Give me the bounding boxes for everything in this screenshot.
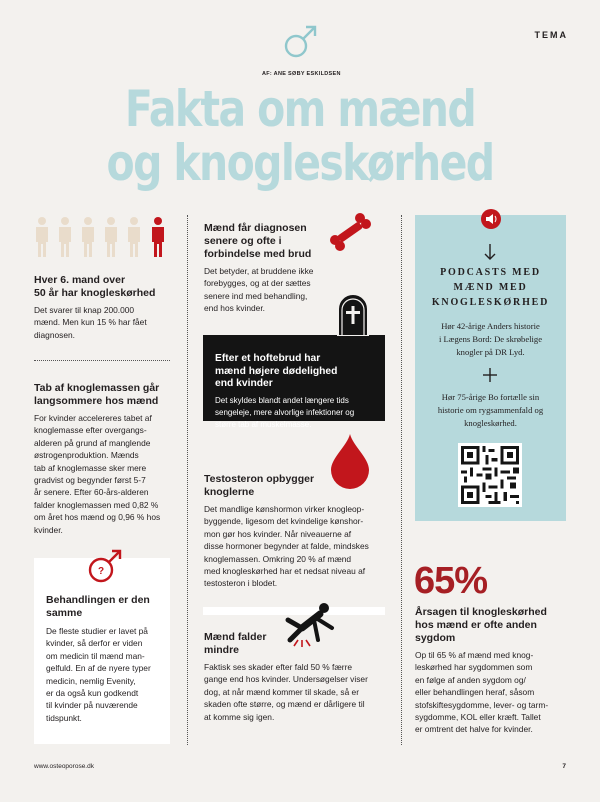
fact-heading-line: end kvinder [215, 378, 273, 389]
fact-body-line: alderen på grund af manglende [34, 437, 151, 448]
fact-body-line: dog, at når mænd kommer til skade, så er [204, 686, 360, 697]
fact-body-line: disse hormoner begynder at falde, mindskes [204, 541, 369, 552]
podcast-box [415, 215, 566, 521]
page-title-line2: og knogleskørhed [106, 134, 494, 192]
fact-body-line: om året hos mænd og 0,96 % hos [34, 512, 161, 523]
fact-heading-line: hos mænd er ofte anden [415, 619, 537, 631]
fact-body-line: en følge af anden sygdom og/ [415, 674, 526, 685]
tombstone-icon [334, 292, 372, 336]
fact-heading-line: 50 år har knogleskørhed [34, 287, 156, 299]
podcast-text-line: historie om rygsammenfald og [437, 405, 544, 415]
fact-body-line: sengeleje, mere alvorlige infektioner og [215, 407, 355, 417]
page-number: 7 [562, 763, 566, 770]
fact-body-line: Det betyder, at bruddene ikke [204, 266, 314, 276]
fact-heading-line: senere og ofte i [204, 235, 282, 247]
podcast-title-line: PODCASTS MED [440, 267, 541, 278]
fact-body-line: eller behandlingen heraf, såsom [415, 687, 535, 698]
fact-body-line: til kvinder på nuværende [46, 700, 138, 711]
fact-body-line: knoglemassen. Omkring 20 % af mænd [204, 553, 352, 564]
fact-body-line: medicin, nemlig Evenity, [46, 675, 136, 686]
person-icon [103, 216, 119, 258]
fact-body-line: testosteron i blodet. [204, 578, 278, 589]
podcast-text-line: i Lægens Bord: De skrøbelige [438, 334, 543, 344]
podcast-text-line: knogler på DR Lyd. [456, 347, 525, 357]
podcast-text-line: Hør 75-årige Bo fortælle sin [441, 392, 540, 402]
fact-treatment [46, 594, 170, 724]
speaker-icon[interactable] [480, 208, 502, 230]
person-icon [80, 216, 96, 258]
column-separator-2 [401, 215, 402, 745]
fact-heading-line: Årsagen til knogleskørhed [415, 606, 547, 618]
fact-body-line: gange end hos kvinder. Undersøgelser viser [204, 674, 368, 685]
fact-body-line: stofskiftesygdomme, lever- og tarm- [415, 699, 549, 710]
fact-body-line: senere ind med behandling, [204, 290, 308, 301]
qr-code-icon[interactable] [458, 443, 522, 507]
fact-body-line: at komme sig igen. [204, 711, 275, 722]
fact-body-line: tidspunkt. [46, 712, 82, 723]
fact-body-line: De fleste studier er lavet på [46, 626, 148, 636]
fact-body-line: mon gør hos kvinder. Når niveauerne af [204, 528, 352, 539]
fact-heading-line: mindre [204, 644, 240, 656]
fact-body-line: større tab af muskelmasse. [215, 419, 312, 429]
fact-heading-line: forbindelse med brud [204, 248, 312, 260]
section-label: TEMA [534, 30, 568, 40]
fact-men-over-50 [34, 274, 179, 341]
fact-body-line: Op til 65 % af mænd med knog- [415, 650, 534, 660]
podcast-text-line: Hør 42-årige Anders historie [441, 321, 540, 331]
fact-body-line: Det mandlige kønshormon virker knogleop- [204, 504, 365, 514]
fact-body-line: leskørhed har sygdommen som [415, 662, 533, 673]
fact-late-diagnosis [204, 222, 344, 315]
fact-heading-line: Mænd får diagnosen [204, 222, 307, 234]
fact-heading-line: Tab af knoglemassen går [34, 382, 160, 394]
question-male-icon [86, 546, 126, 586]
fact-body-line: gelfuld. En af de nyere typer [46, 663, 151, 674]
fact-body-line: er da også kun godkendt [46, 688, 139, 699]
footer-url[interactable]: www.osteoporose.dk [34, 763, 94, 770]
podcast-title-line: MÆND MED [453, 282, 528, 293]
fact-body-line: skaden ofte større, og mænd er dårligere til [204, 699, 365, 710]
svg-text:?: ? [97, 566, 105, 577]
fact-other-disease [415, 606, 575, 736]
byline: AF: ANE SØBY ESKILDSEN [262, 71, 341, 77]
fact-heading-line: Hver 6. mand over [34, 274, 126, 286]
podcast-title-line: KNOGLESKØRHED [431, 297, 550, 308]
fact-heading-line: Behandlingen er den [46, 594, 150, 606]
fact-body-line: gradvist og begynder først 5-7 [34, 475, 146, 486]
fact-heading-line: knoglerne [204, 486, 255, 498]
divider [34, 360, 170, 361]
fact-body-line: er omtrent det halve for kvinder. [415, 724, 533, 735]
arrow-down-icon [483, 243, 497, 261]
podcast-link-2[interactable] [415, 391, 566, 430]
fact-body-line: end hos kvinder. [204, 303, 265, 314]
fact-body-line: kvinder, så derfor er viden [46, 638, 143, 649]
fact-body-line: sygdomme, KOL eller kræft. Tallet [415, 712, 541, 723]
stat-value: 65% [414, 560, 488, 602]
fact-heading-line: sygdom [415, 632, 456, 644]
fact-heading-line: Testosteron opbygger [204, 473, 315, 485]
fact-heading-line: Mænd falder [204, 631, 267, 643]
fact-heading-line: langsommere hos mænd [34, 395, 159, 407]
fact-body-line: om medicin til mænd man- [46, 650, 145, 661]
person-icon [57, 216, 73, 258]
fact-body-line: østrogenproduktion. Mænds [34, 450, 139, 461]
fact-heading-line: Efter et hoftebrud har [215, 353, 321, 364]
fact-body-line: byggende, ligesom det kvindelige kønshor- [204, 516, 364, 527]
fact-body-line: falder knoglemassen med 0,82 % [34, 499, 159, 510]
fact-body-line: For kvinder accelereres tabet af [34, 413, 152, 423]
fact-body-line: med knogleskørhed har et nedsat niveau af [204, 566, 366, 577]
person-icon [34, 216, 50, 258]
fact-heading-line: samme [46, 607, 83, 619]
fact-body-line: Det skyldes blandt andet længere tids [215, 395, 349, 405]
fact-body-line: kvinder. [34, 524, 63, 535]
podcast-title [415, 265, 566, 310]
podcast-text-line: knogleskørhed. [464, 418, 517, 428]
person-icon-highlighted [150, 216, 166, 258]
page-title-line1: Fakta om mænd [124, 80, 476, 138]
fact-body-line: knoglemasse efter overgangs- [34, 425, 147, 436]
fact-testosterone [204, 473, 389, 590]
plus-icon [482, 367, 498, 383]
podcast-link-1[interactable] [415, 320, 566, 359]
fact-body-line: år senere. Efter 60-års-alderen [34, 487, 149, 498]
fact-body-line: Faktisk ses skader efter fald 50 % færre [204, 662, 353, 672]
hip-fracture-box [203, 335, 385, 429]
fact-bone-loss [34, 382, 184, 536]
fact-body-line: tab af knoglemasse sker mere [34, 462, 147, 473]
fact-body-line: diagnosen. [34, 329, 75, 340]
person-icon [126, 216, 142, 258]
people-row [34, 216, 174, 260]
fact-body-line: Det svarer til knap 200.000 [34, 305, 135, 315]
fact-body-line: forebygges, og at der sættes [204, 278, 311, 289]
fact-heading-line: mænd højere dødelighed [215, 365, 338, 377]
fact-men-fall-less [204, 631, 389, 723]
fact-body-line: mænd. Men kun 15 % har fået [34, 317, 147, 328]
column-separator-1 [187, 215, 188, 745]
male-symbol-icon [282, 22, 320, 60]
